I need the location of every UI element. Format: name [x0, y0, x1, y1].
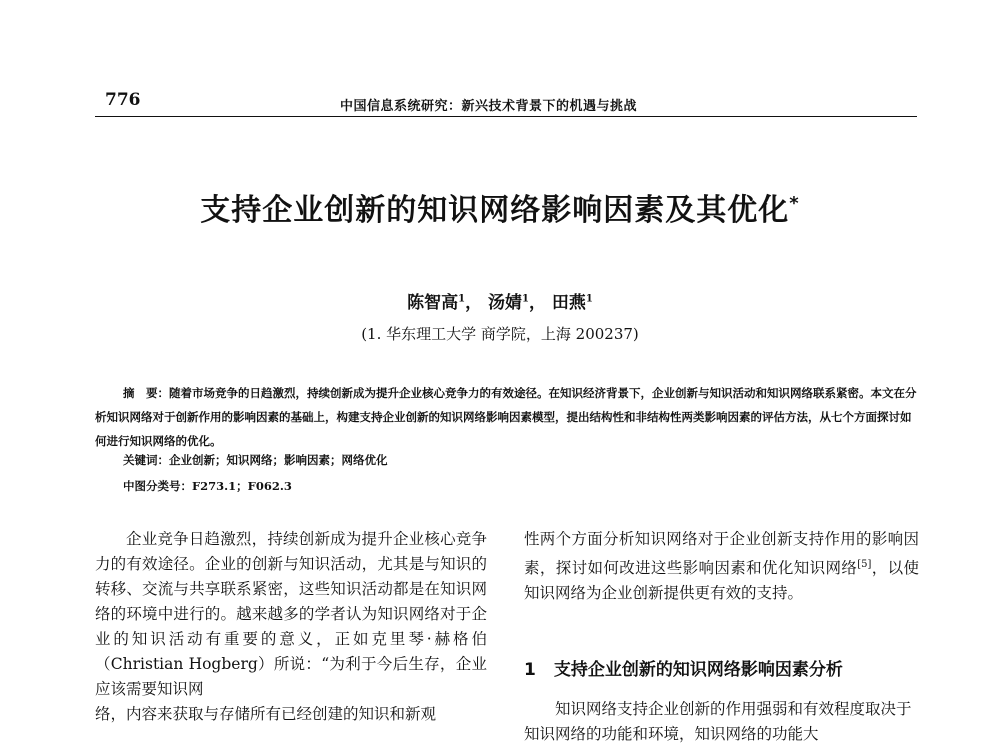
title-footnote-mark: *: [789, 193, 800, 214]
author-list: 陈智高$^1$， 汤婧$^1$， 田燕$^1$: [407, 293, 593, 313]
affiliation: (1. 华东理工大学 商学院，上海 200237): [361, 325, 639, 343]
body-text: ，以使知识网络为企业创新提供更有效的支持。: [524, 559, 919, 603]
running-header: 中国信息系统研究：新兴技术背景下的机遇与挑战: [340, 99, 638, 114]
body-paragraph: 企业竞争日趋激烈，持续创新成为提升企业核心竞争力的有效途径。企业的创新与知识活动，尤其是与知识的转移、交流与共享联系紧密，这些知识活动都是在知识网络的环境中进行的。越来越多的学者认为知识网络对于企业的知识活动有重要的意义，正如克里琴·赫格伯（Christian Hogberg）所说：“为利于今后生存，企业应该需要知识网: [95, 530, 487, 698]
section-number: 1: [524, 660, 536, 680]
section-paragraph: 知识网络支持企业创新的作用强弱和有效程度取决于知识网络的功能和环境，知识网络的功能大: [524, 700, 912, 743]
classification-code: [123, 478, 292, 494]
author-affil-mark: 1: [522, 293, 529, 305]
author-affil-mark: 1: [458, 293, 466, 305]
abstract: [95, 381, 917, 453]
section-title: 支持企业创新的知识网络影响因素分析: [553, 660, 843, 680]
body-paragraph: [524, 527, 919, 606]
keywords-text: 企业创新；知识网络；影响因素；网络优化: [169, 453, 388, 467]
citation-ref: [5]: [857, 559, 872, 570]
section-heading: [524, 655, 843, 680]
body-paragraph-cut: 络，内容来获取与存储所有已经创建的知识和新观: [95, 705, 437, 723]
page-number: 776: [105, 90, 141, 110]
author-affil-mark: 1: [585, 293, 593, 305]
left-column: [95, 527, 487, 727]
title-text: 支持企业创新的知识网络影响因素及其优化: [200, 193, 790, 228]
paper-title: [0, 185, 1000, 229]
author-name: 田燕: [551, 293, 586, 313]
keywords-label: 关键词：: [123, 453, 169, 467]
right-column: [524, 527, 919, 606]
author-name: 陈智高: [407, 293, 459, 313]
keywords: [123, 452, 388, 468]
body-text: 性两个方面分析知识网络对于企业创新支持作用的影响因素，探讨如何改进这些影响因素和优化知识网络: [524, 530, 919, 578]
abstract-label: 摘 要：: [123, 386, 169, 400]
clc-label: 中图分类号：: [123, 479, 192, 493]
clc-text: F273.1；F062.3: [192, 479, 292, 493]
author-name: 汤婧: [488, 293, 523, 313]
abstract-text: 随着市场竞争的日趋激烈，持续创新成为提升企业核心竞争力的有效途径。在知识经济背景下，企业创新与知识活动和知识网络联系紧密。本文在分析知识网络对于创新作用的影响因素的基础上，构建支持企业创新的知识网络影响因素模型，提出结构性和非结构性两类影响因素的评估方法，从七个方面探讨如何进行知识网络的优化。: [95, 386, 917, 448]
header-rule: [95, 116, 917, 117]
